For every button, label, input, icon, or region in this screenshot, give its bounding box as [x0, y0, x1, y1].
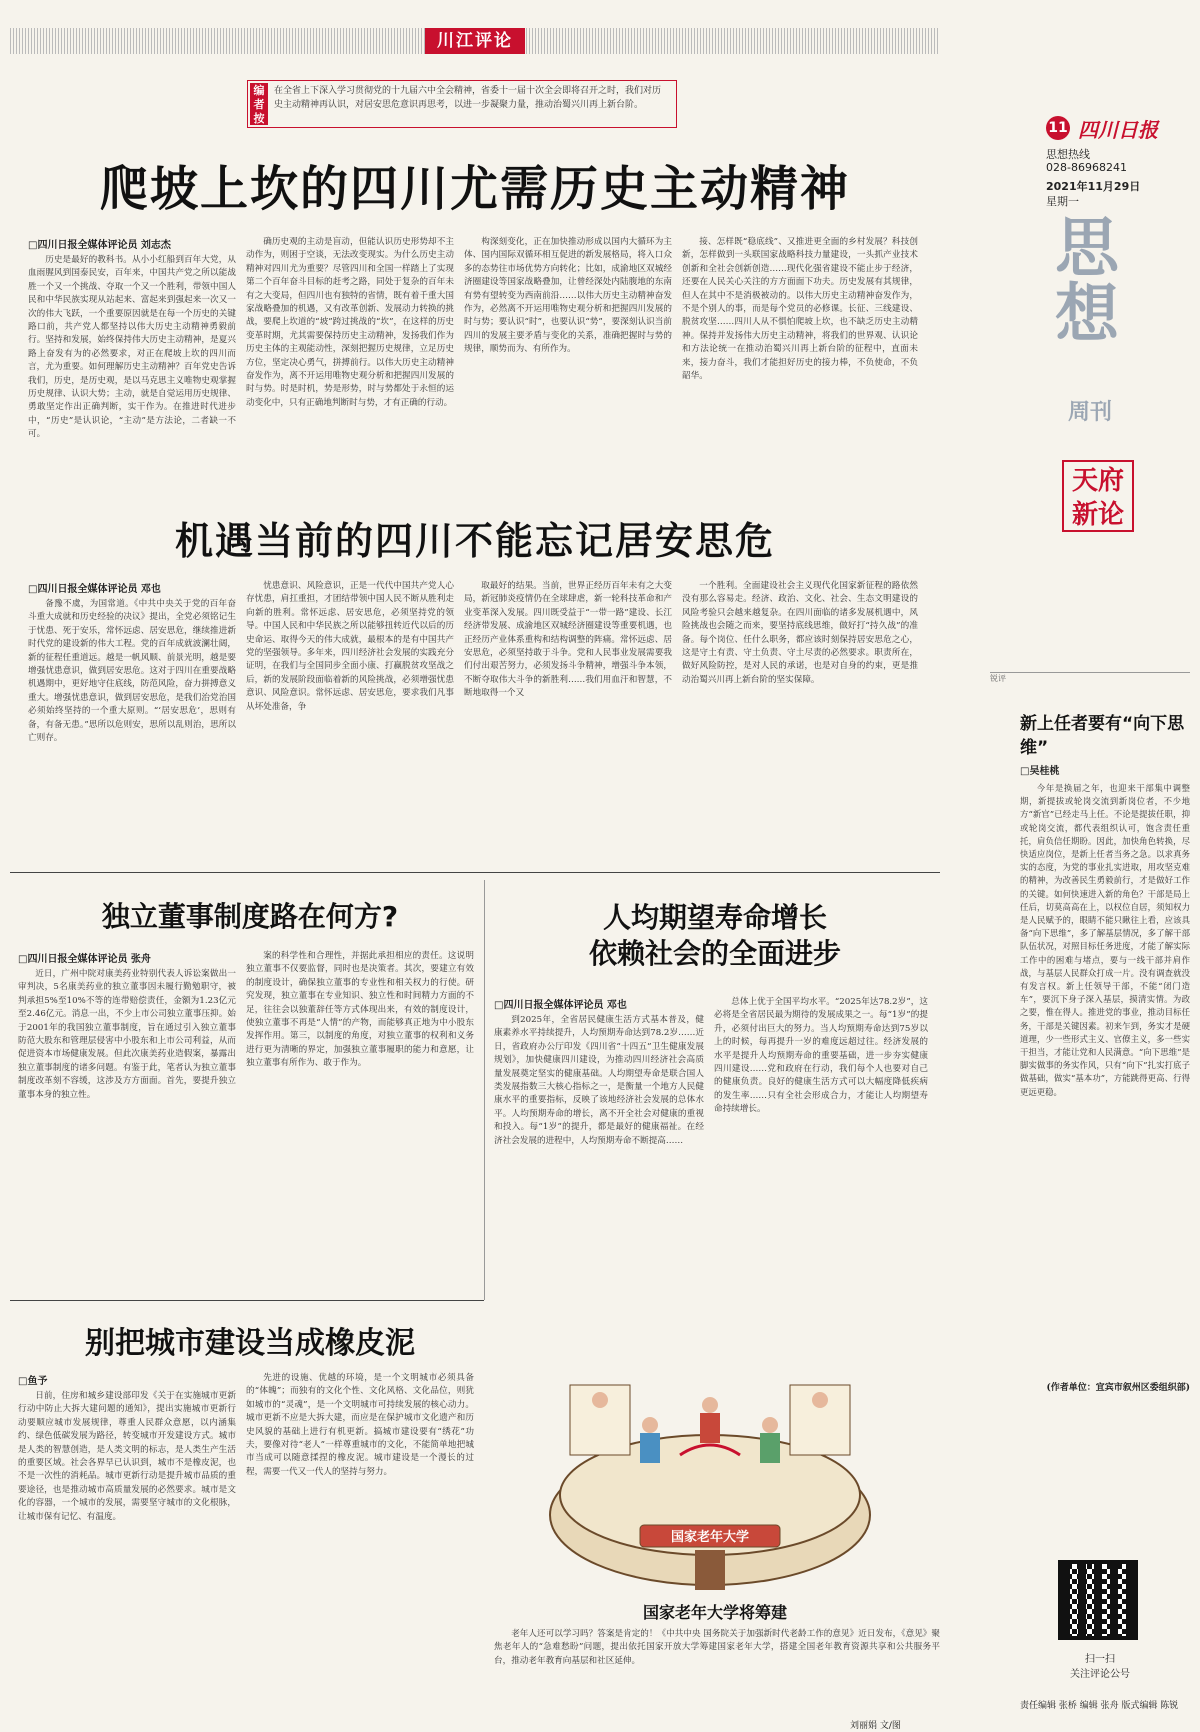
article-2-title[interactable]: 机遇当前的四川不能忘记居安思危: [174, 519, 775, 563]
sidebar-article-footer: (作者单位：宜宾市叙州区委组织部): [1046, 1383, 1190, 1393]
article-1-byline: □四川日报全媒体评论员 刘志杰: [28, 240, 171, 251]
article-4-title-line-2: 依赖社会的全面进步: [588, 937, 841, 970]
article-3-col-1: 近日，广州中院对康美药业特别代表人诉讼案做出一审判决，5名康美药业的独立董事因未履行勤勉职守，被判承担5%至10%不等的连带赔偿责任，金额为1.23亿元至2.46亿元。消息一出，不少上市公司独立董事压抑。始于2001年的我国独立董事制度，旨在通过引入独立董事防范大股东和管理层侵害中小股东和上市公司利益，从而促进资本市场健康发展。但此次康美药业造假案，暴露出独立董事制度的诸多问题。有鉴于此，笔者认为独立董事制度改革刻不容缓，这涉及方方面面。首先，要提升独立董事本身的独立性。: [18, 969, 236, 1100]
article-1-title[interactable]: 爬坡上坎的四川尤需历史主动精神: [99, 161, 850, 217]
sidebar-article-byline: □吴桂桃: [1020, 766, 1060, 777]
article-4-title[interactable]: [490, 900, 940, 972]
article-1-col-3: 构深刻变化，正在加快推动形成以国内大循环为主体、国内国际双循环相互促进的新发展格局，将入口众多的态势往市场优势方向转化；比如，成渝地区双城经济圈建设等国家战略叠加，让曾经深处内陆腹地的东南有势有望转变为西南前沿……以伟大历史主动精神奋发作为，必然离不开运用唯物史观分析和把握四川发展的时与势；要认识“时”，也要认识“势”，要深刻认识当前四川的发展主要矛盾与变化的关系，准确把握时与势的规律，顺势而为、有所作为。: [464, 237, 672, 355]
article-4-byline: □四川日报全媒体评论员 邓也: [494, 1000, 627, 1011]
editor-note: [247, 80, 677, 128]
hotline-label: 思想热线: [1046, 148, 1090, 161]
article-3-col-2: 案的科学性和合理性，并据此承担相应的责任。这说明独立董事不仅要监督，同时也是决策者。其次，要建立有效的制度设计，确保独立董事的专业性和相关权力的行使。研究发现，独立董事在专业知识、独立性和时间精力方面的不足，往往会以独董辞任等方式体现出来，有效的制度设计，使独立董事不再是“人情”的产物，而能够真正地为中小股东发挥作用。第三，以制度的角度，对独立董事的权利和义务进行更为清晰的界定，加强独立董事履职的能力和意愿，让独立董事有所作为、敢于作为。: [246, 951, 474, 1069]
article-5-col-1: 日前，住房和城乡建设部印发《关于在实施城市更新行动中防止大拆大建问题的通知》，提出实施城市更新行动要顺应城市发展规律，尊重人民群众意愿，以内涵集约、绿色低碳发展为路径，转变城市开发建设方式。城市是人类的智慧创造，是人类文明的标志，是人类生产生活的重要区域。社会各界早已认识到，城市不是橡皮泥，也不是一次性的消耗品。城市更新行动是提升城市品质的重要途径，也是推动城市高质量发展的必然要求。城市是文化的容器，一个城市的发展，需要坚守城市的文化根脉，让城市保有记忆、有温度。: [18, 1391, 236, 1522]
illustration-text: 老年人还可以学习吗？答案是肯定的！《中共中央 国务院关于加强新时代老龄工作的意见》近日发布，《意见》聚焦老年人的“急难愁盼”问题，提出依托国家开放大学筹建国家老年大学，搭建全国老年教育资源共享和公共服务平台，推动老年教育向基层和社区延伸。: [494, 1629, 940, 1666]
sidebar-article-title[interactable]: 新上任者要有“向下思维”: [1020, 714, 1185, 758]
section-label: 川江评论: [425, 28, 525, 54]
column-stamp: 天府新论: [1062, 460, 1134, 532]
article-4-col-1: 到2025年，全省居民健康生活方式基本普及，健康素养水平持续提升，人均预期寿命达到78.2岁……近日，省政府办公厅印发《四川省“十四五”卫生健康发展规划》，加快健康四川建设，为推动四川经济社会高质量发展奠定坚实的健康基础。人均期望寿命是联合国人类发展指数三大核心指标之一，是衡量一个地方人民健康水平的重要指标，反映了该地经济社会发展的总体水平。人均预期寿命的增长，离不开全社会对健康的重视和投入。每“1岁”的提升，都是最好的健康福祉。在经济社会发展的进程中，人均预期寿命不断提高……: [494, 1015, 704, 1146]
section-banner: [10, 28, 940, 54]
divider: [10, 872, 940, 873]
editor-note-tag: 编者按: [250, 83, 268, 125]
illustration-credit: 刘丽娟 文/图: [850, 1721, 901, 1731]
column-divider: [484, 880, 485, 1300]
senior-university-illustration: [530, 1345, 890, 1595]
article-2-col-1: 备豫不虞，为国常道。《中共中央关于党的百年奋斗重大成就和历史经验的决议》提出，全党必须铭记生于忧患、死于安乐，常怀远虑、居安思危，继续推进新时代党的建设新的伟大工程。党的百年成就波澜壮阔，新的征程任重道远。越是一帆风顺、前景光明，越是要增强忧患意识，做到居安思危。这对于四川在重要战略机遇期中，更好地守住底线，防范风险，奋力拼搏意义重大。增强忧患意识，做到居安思危，是我们治党治国必须始终坚持的一个重大原则。“‘居安思危’，思则有备，有备无患。”思所以危则安，思所以乱则治，思所以亡则存。: [28, 599, 236, 744]
issue-weekday: 星期一: [1046, 195, 1079, 208]
article-1-col-1: 历史是最好的教科书。从小小红船到百年大党，从血雨腥风到国泰民安，百年来，中国共产党之所以能战胜一个又一个挑战、夺取一个又一个胜利，带领中国人民和中华民族实现从站起来、富起来到强起来一次又一次的伟大飞跃，一个重要原因就是在每一个历史的关键路口前，共产党人都坚持以伟大历史主动精神勇毅前行。坚持和发展，始终保持伟大历史主动精神，是夏兴路上奋发有为的必然要求，对正在爬坡上坎的四川而言，尤为重要。如何理解历史主动精神？百年党史告诉我们，历史，是历史观，是以马克思主义唯物史观掌握历史规律、认识大势；主动，就是自觉运用历史规律、勇敢坚定作出正确判断，实干作为。在推进时代进步中，“历史”是认识论，“主动”是方法论，二者缺一不可。: [28, 255, 236, 440]
article-1-col-2: 确历史观的主动是盲动，但能认识历史形势却不主动作为，则困于空谈，无法改变现实。为什么历史主动精神对四川尤为重要？尽管四川和全国一样踏上了实现第二个百年奋斗目标的赶考之路，同处于复杂的百年未有之大变局，但四川也有独特的省情，既有着千重大国家战略叠加的机遇，又有改革创新、发展动力转换的挑战，要爬上坎道的“坡”跨过挑战的“坎”，在这样的历史变革时期，尤其需要保持历史主动精神，发扬我们作为历史主体的主观能动性，深刻把握历史规律，立足历史方位，坚定决心勇气，拼搏前行。以伟大历史主动精神奋发作为，离不开运用唯物史观分析和把握四川发展的时与势。时是时机，势是形势，时与势都处于永恒的运动变化中，只有正确地判断时与势，才有正确的行动。: [246, 237, 454, 408]
newspaper-logo: 四川日报: [1078, 118, 1158, 142]
illustration-banner-text: 国家老年大学: [670, 1530, 750, 1545]
article-2-col-4: 一个胜利。全面建设社会主义现代化国家新征程的路依然没有那么容易走。经济、政治、文化、社会、生态文明建设的风险考验只会越来越复杂。在四川面临的诸多发展机遇中，风险挑战也会随之而来，要坚持底线思维，做好打“持久战”的准备。每个岗位、任什么职务，都应该时刻保持居安思危之心，这是守土有责、守土负责、守土尽责的必然要求。职责所在，做好风险防控，是对人民的承诺，也是对自身的约束，更是推动治蜀兴川再上新台阶的坚实保障。: [682, 581, 918, 685]
article-5-col-2: 先进的设施、优越的环境，是一个文明城市必须具备的“体魄”；而独有的文化个性、文化风格、文化品位，则犹如城市的“灵魂”，是一个文明城市可持续发展的核心动力。城市更新不应是大拆大建，而应是在保护城市文化遗产和历史风貌的基础上进行有机更新。搞城市建设要有“绣花”功夫，要像对待“老人”一样尊重城市的文化，不能简单地把城市当成可以随意揉捏的橡皮泥。城市建设是一个漫长的过程，需要一代又一代人的坚持与努力。: [246, 1373, 474, 1477]
editor-credits: 责任编辑 张桥 编辑 张舟 版式编辑 陈锐: [1020, 1701, 1179, 1711]
section-big-char-2: 想: [1055, 277, 1119, 352]
article-3-byline: □四川日报全媒体评论员 张舟: [18, 954, 151, 965]
qr-code[interactable]: [1058, 1560, 1138, 1640]
article-4-title-line-1: 人均期望寿命增长: [602, 901, 827, 934]
hotline-number: 028-86968241: [1046, 161, 1127, 174]
sidebar-article-body: 今年是换届之年，也迎来干部集中调整期，新提拔或轮岗交流到新岗位者，不少地方“新官”已经走马上任。不论是提拔任职，抑或轮岗交流，都代表组织认可，饱含责任重托，肩负信任期盼。因此，加快角色转换，尽快适应岗位，是新上任者当务之急。以求真务实的态度，为党的事业扎实进取，用攻坚克难的精神，为改善民生勇毅前行，才是做好工作的关键。如何快速进入新的角色？干部是局上任后，切莫高高在上，以权位自居，须知权力是人民赋予的，眼睛不能只瞅往上看，应该具备“向下思维”，多了解基层情况，多了解干部队伍状况，对照目标任务进度，才能了解实际工作中的困难与堵点，要与一线干部并肩作战，与基层人民群众打成一片。没有调查就没有发言权。新上任领导干部，不能“闭门造车”，要沉下身子深入基层，摸清实情。为政之要，惟在得人。推进党的事业，推动目标任务，干部是关键因素。初来乍到，务实才是硬道理，少一些形式主义、官僚主义，多一些实干担当，才能让党和人民满意。“向下思维”是脚实做事的务实作风，只有“向下”扎实打底子做基础，做实“基本功”，方能跳得更高、行得更远更稳。: [1020, 783, 1190, 1097]
article-2-col-3: 取最好的结果。当前，世界正经历百年未有之大变局，新冠肺炎疫情仍在全球肆虐，新一轮科技革命和产业变革深入发展。四川既受益于“一带一路”建设、长江经济带发展、成渝地区双城经济圈建设等重要机遇，也正经历产业体系重构和结构调整的阵痛。常怀远虑、居安思危，必须坚持敢于斗争。党和人民事业发展需要我们付出艰苦努力，必须发扬斗争精神，增强斗争本领，不断夺取伟大斗争的新胜利……我们用血汗和智慧，不断地取得一个又: [464, 581, 672, 699]
qr-label-2: 关注评论公号: [1070, 1669, 1130, 1680]
sidebar-tag: 锐评: [990, 672, 1190, 684]
article-4-col-2: 总体上优于全国平均水平。“2025年达78.2岁”，这必将是全省居民最为期待的发展成果之一。每“1岁”的提升，必须付出巨大的努力。当人均预期寿命达到75岁以上的时候，每再提升一岁的难度远超过往。经济发展的水平是提升人均预期寿命的重要基础，进一步夯实健康四川建设……党和政府在行动，我们每个人也要对自己的健康负责。良好的健康生活方式可以大幅度降低疾病的发生率……只有全社会形成合力，才能让人均期望寿命持续增长。: [714, 997, 928, 1115]
divider: [10, 1300, 484, 1301]
article-3-title[interactable]: 独立董事制度路在何方?: [101, 900, 399, 933]
section-big-char-1: 思: [1055, 211, 1119, 286]
illustration-caption: 国家老年大学将筹建: [642, 1603, 787, 1622]
article-5-byline: □鱼予: [18, 1376, 48, 1387]
weekly-label: 周刊: [1068, 399, 1113, 425]
qr-label-1: 扫一扫: [1085, 1654, 1115, 1665]
editor-note-text: 在全省上下深入学习贯彻党的十九届六中全会精神，省委十一届十次全会即将召开之时，我们对历史主动精神再认识，对居安思危意识再思考，以进一步凝聚力量，推动治蜀兴川再上新台阶。: [274, 86, 662, 110]
page-number: 11: [1046, 116, 1070, 140]
article-2-byline: □四川日报全媒体评论员 邓也: [28, 584, 161, 595]
article-1-col-4: 接、怎样既“稳底线”、又推进更全面的乡村发展？科技创新，怎样做到一头联国家战略科技力量建设，一头抓产业技术创新和全社会创新创造……现代化强省建设不能止步于经济，还要在人民关心关注的方方面面下功夫。历史发展有其规律，但人在其中不是消极被动的。以伟大历史主动精神奋发作为，不是个别人的事，而是每个党员的必修课。长征、三线建设、脱贫攻坚……四川人从不惧怕爬坡上坎，也不缺乏历史主动精神。保持并发扬伟大历史主动精神，将我们的世界观、认识论和方法论统一在推动治蜀兴川再上新台阶的征程中，直面未来，接力奋斗，我们才能担好历史的接力棒，不负使命，不负韶华。: [682, 237, 918, 382]
article-5-title[interactable]: 别把城市建设当成橡皮泥: [85, 1326, 415, 1361]
issue-date: 2021年11月29日: [1046, 180, 1141, 193]
article-2-col-2: 忧患意识、风险意识，正是一代代中国共产党人心存忧患，肩扛重担，才团结带领中国人民不断从胜利走向新的胜利。常怀远虑、居安思危，必须坚持党的领导。中国人民和中华民族之所以能够扭转近代以后的历史命运、取得今天的伟大成就，最根本的是有中国共产党的坚强领导。多年来，四川经济社会发展的实践充分证明，在我们与全国同步全面小康、打赢脱贫攻坚战之后，新的发展阶段面临着新的风险挑战，必须增强忧患意识、风险意识。常怀远虑、居安思危，要求我们凡事从坏处准备，争: [246, 581, 454, 712]
